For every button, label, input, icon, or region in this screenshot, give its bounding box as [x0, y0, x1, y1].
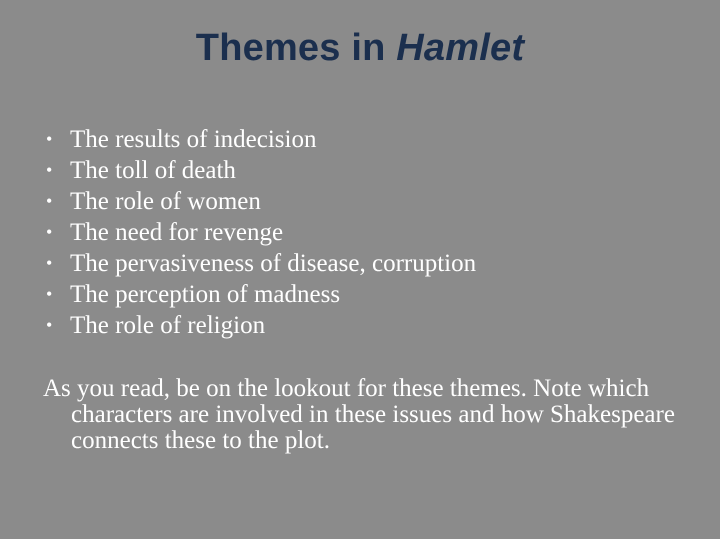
list-item-text: The results of indecision [70, 126, 317, 153]
list-item [42, 248, 476, 279]
slide-title [0, 22, 720, 74]
list-item [42, 310, 476, 341]
list-item-text: The pervasiveness of disease, corruption [70, 250, 477, 277]
list-item-text: The need for revenge [70, 219, 284, 246]
list-item-text: The role of religion [70, 312, 266, 339]
list-item-text: The perception of madness [70, 281, 341, 308]
instruction-paragraph: As you read, be on the lookout for these themes. Note which characters are involved in these issues and how Shakespeare connects these to the plot. [43, 375, 675, 454]
list-item [42, 124, 476, 155]
title-prefix: Themes in [195, 27, 397, 69]
bullet-icon: • [46, 284, 53, 304]
list-item [42, 155, 476, 186]
list-item [42, 186, 476, 217]
list-item [42, 279, 476, 310]
theme-list [42, 124, 476, 341]
bullet-icon: • [46, 315, 53, 335]
list-item [42, 217, 476, 248]
list-item-text: The toll of death [70, 157, 236, 184]
bullet-icon: • [46, 129, 53, 149]
bullet-icon: • [46, 191, 53, 211]
title-italic: Hamlet [396, 27, 525, 69]
list-item-text: The role of women [70, 188, 261, 215]
bullet-icon: • [46, 253, 53, 273]
bullet-icon: • [46, 160, 53, 180]
bullet-icon: • [46, 222, 53, 242]
